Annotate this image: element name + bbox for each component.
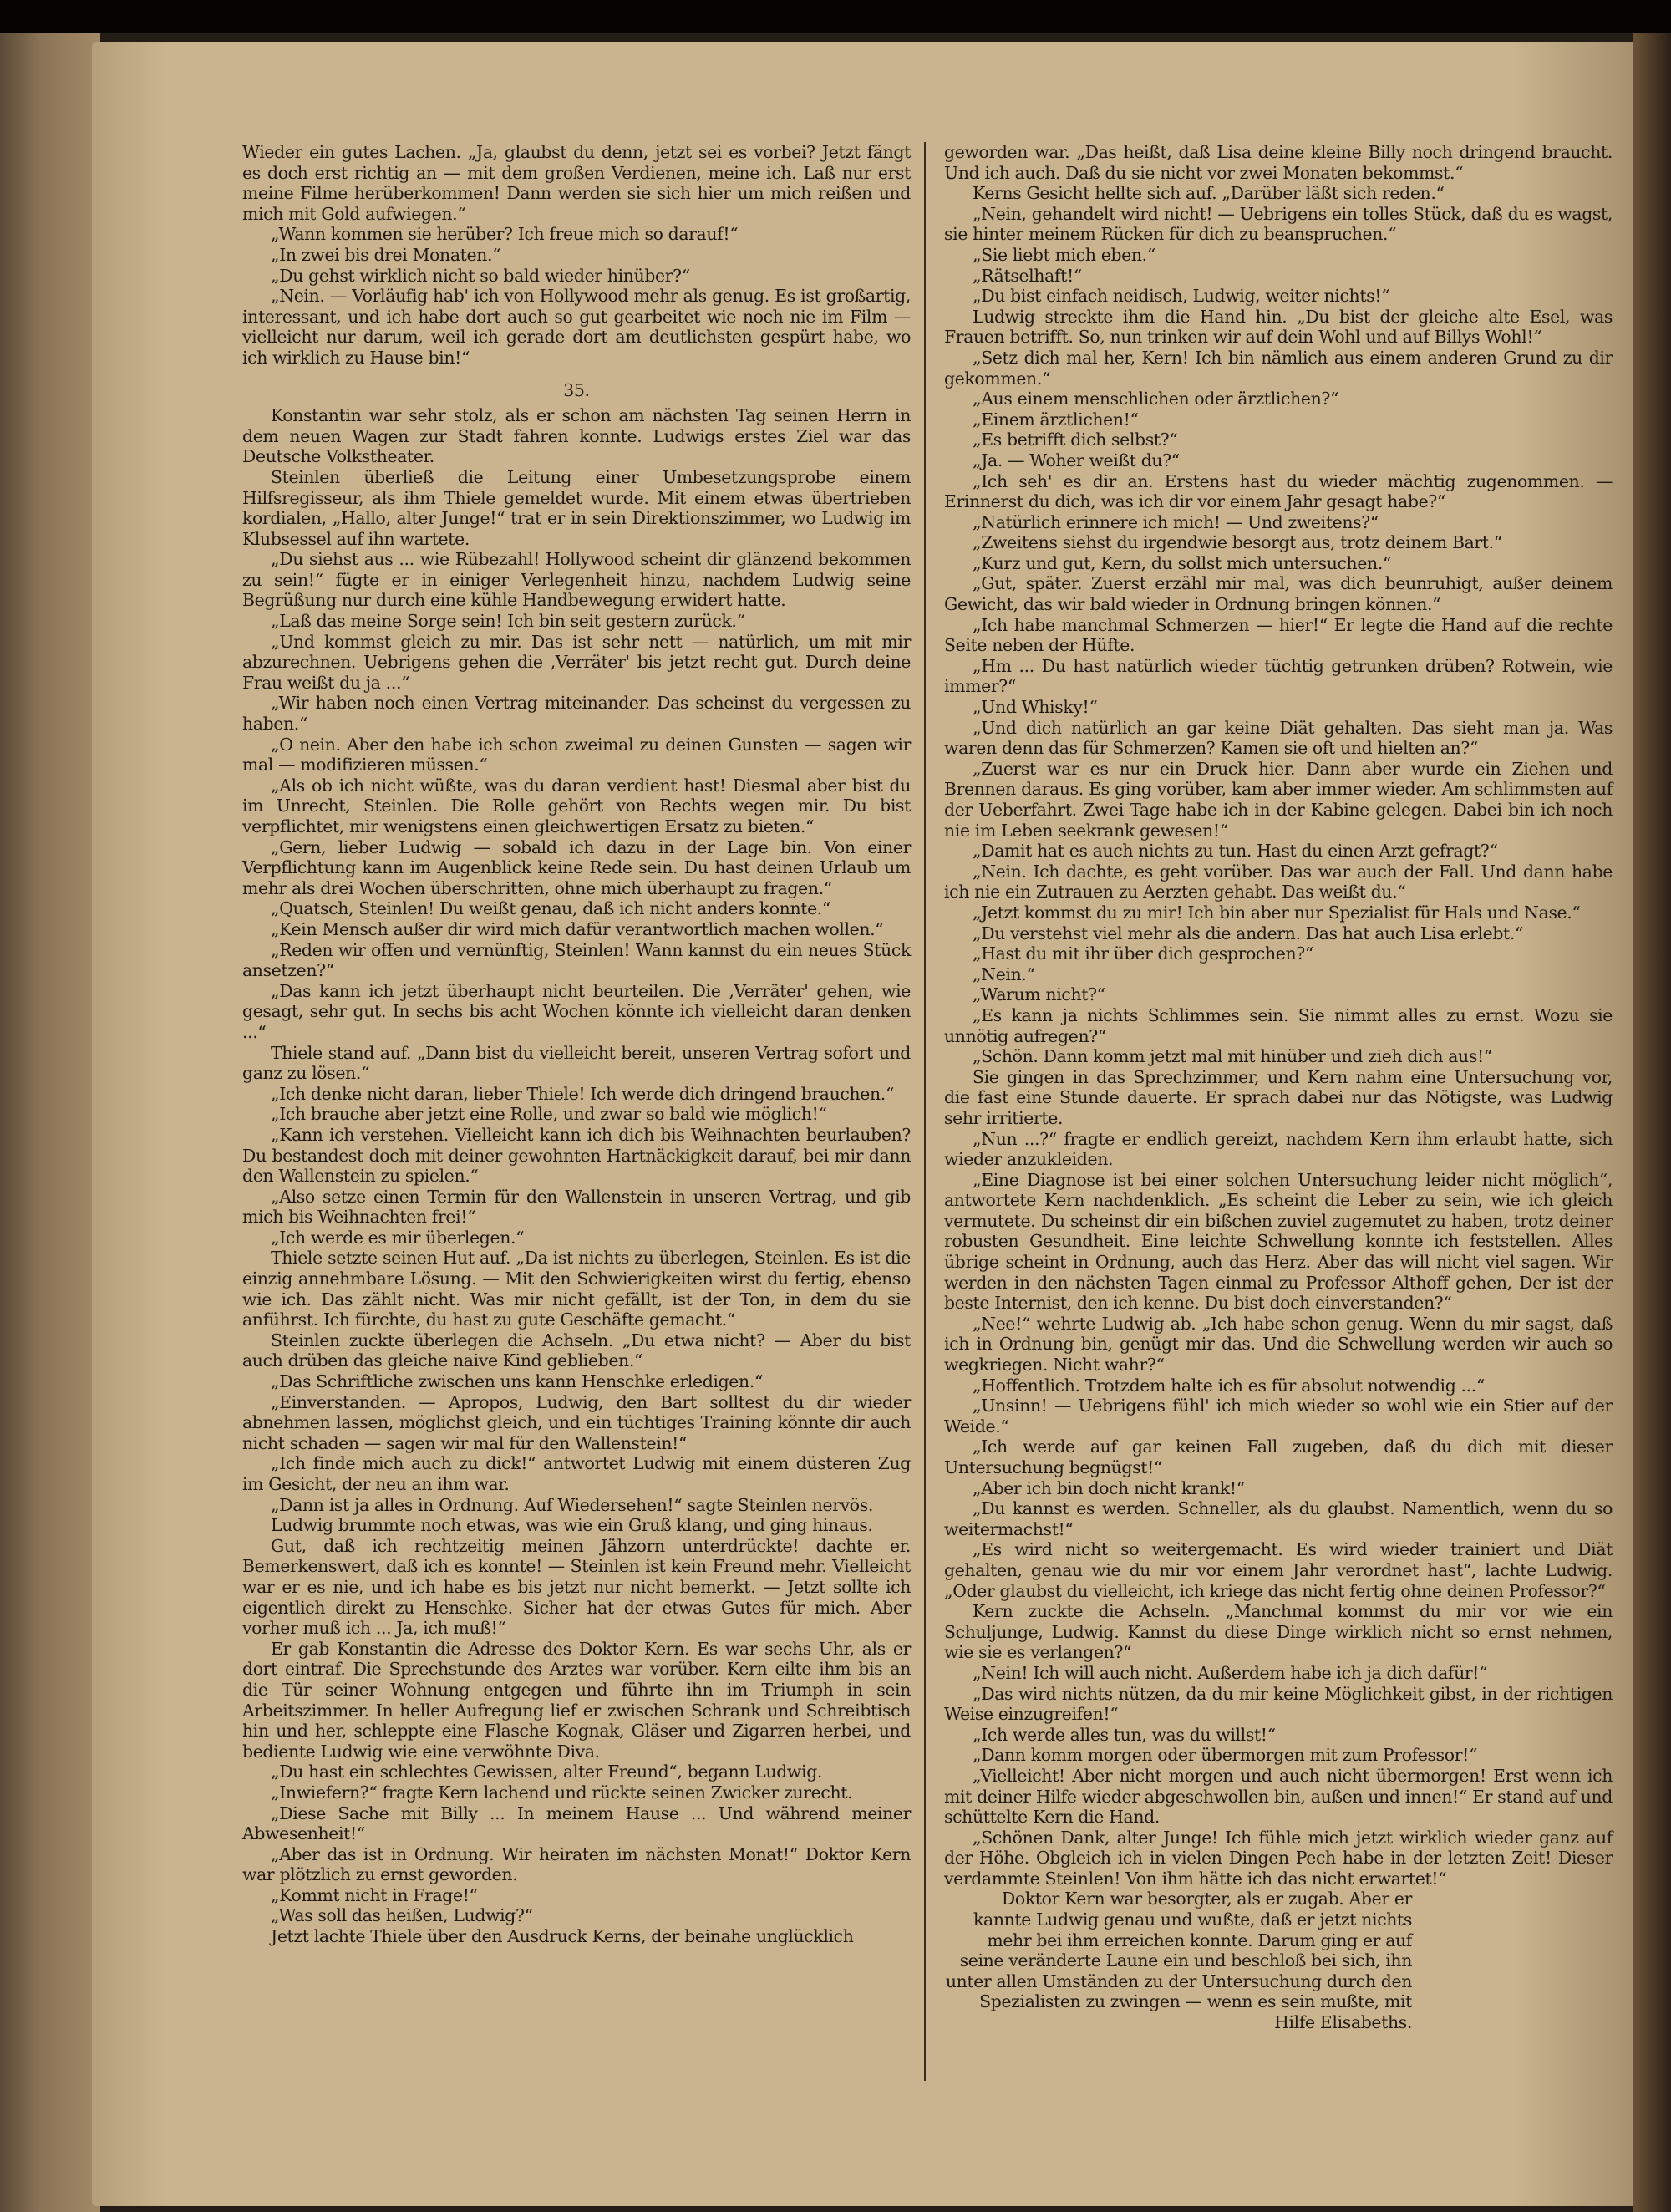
paragraph: „Das Schriftliche zwischen uns kann Henschke erledigen.“ xyxy=(271,1371,764,1392)
paragraph: „Du bist einfach neidisch, Ludwig, weiter nichts!“ xyxy=(973,286,1390,307)
column-divider xyxy=(924,142,926,2081)
paragraph: „Hast du mit ihr über dich gesprochen?“ xyxy=(973,943,1313,964)
paragraph: „Dann komm morgen oder übermorgen mit zum Professor!“ xyxy=(973,1745,1478,1766)
paragraph: „Das wird nichts nützen, da du mir keine Möglichkeit gibst, in der richtigen Weise einzugreifen!“ xyxy=(944,1683,1613,1725)
paragraph: „Ich finde mich auch zu dick!“ antwortet Ludwig mit einem düsteren Zug im Gesicht, der neu an ihm war. xyxy=(242,1453,911,1494)
paragraph: „Als ob ich nicht wüßte, was du daran verdient hast! Diesmal aber bist du im Unrecht, Steinlen. Die Rolle gehört von Rechts wegen mir. Du bist verpflichtet, mir wenigstens einen gleichwertigen Ersatz zu bieten.“ xyxy=(242,775,911,836)
paragraph: „Aus einem menschlichen oder ärztlichen?“ xyxy=(973,389,1339,409)
chapter-number: 35. xyxy=(563,379,590,400)
paragraph: „In zwei bis drei Monaten.“ xyxy=(271,244,501,265)
paragraph: „Du kannst es werden. Schneller, als du glaubst. Namentlich, wenn du so weitermachst!“ xyxy=(944,1498,1613,1539)
paragraph: „Eine Diagnose ist bei einer solchen Untersuchung leider nicht möglich“, antwortete Kern nachdenklich. „Es scheint die Leber zu sein, wie ich gleich vermutete. Du scheinst dir ein bißchen zuviel zugemutet zu haben, trotz deiner robusten Gesundheit. Eine leichte Schwellung konnte ich feststellen. Alles übrige scheint in Ordnung, auch das Herz. Aber das will nicht viel sagen. Wir werden in den nächsten Tagen einmal zu Professor Althoff gehen, Der ist der beste Internist, den ich kenne. Du bist doch einverstanden?“ xyxy=(944,1169,1613,1314)
paragraph: „Diese Sache mit Billy ... In meinem Hause ... Und während meiner Abwesenheit!“ xyxy=(242,1803,911,1844)
paragraph: „Schön. Dann komm jetzt mal mit hinüber und zieh dich aus!“ xyxy=(973,1046,1492,1067)
paragraph: Ludwig streckte ihm die Hand hin. „Du bist der gleiche alte Esel, was Frauen betrifft. So, nun trinken wir auf dein Wohl und auf Billys Wohl!“ xyxy=(944,306,1613,348)
paragraph: „Unsinn! — Uebrigens fühl' ich mich wieder so wohl wie ein Stier auf der Weide.“ xyxy=(944,1396,1613,1437)
paragraph: „Du verstehst viel mehr als die andern. Das hat auch Lisa erlebt.“ xyxy=(973,923,1524,943)
paragraph: „Nein! Ich will auch nicht. Außerdem habe ich ja dich dafür!“ xyxy=(973,1662,1488,1683)
paragraph: Kern zuckte die Achseln. „Manchmal kommst du mir vor wie ein Schuljunge, Ludwig. Kannst du diese Dinge wirklich nicht so ernst nehmen, wie sie es verlangen?“ xyxy=(944,1601,1613,1663)
paragraph: „Ja. — Woher weißt du?“ xyxy=(973,450,1180,470)
paragraph: „Quatsch, Steinlen! Du weißt genau, daß ich nicht anders konnte.“ xyxy=(271,898,830,919)
paragraph: „Ich werde auf gar keinen Fall zugeben, daß du dich mit dieser Untersuchung begnügst!“ xyxy=(944,1437,1613,1477)
paragraph: „Wir haben noch einen Vertrag miteinander. Das scheinst du vergessen zu haben.“ xyxy=(242,693,911,735)
paragraph: „Was soll das heißen, Ludwig?“ xyxy=(271,1905,533,1926)
paragraph: „Einverstanden. — Apropos, Ludwig, den Bart solltest du dir wieder abnehmen lassen, möglichst gleich, und ein tüchtiges Training könnte dir auch nicht schaden — sagen wir mal für den Wallenstein!“ xyxy=(242,1391,911,1453)
paragraph: „Dann ist ja alles in Ordnung. Auf Wiedersehen!“ sagte Steinlen nervös. xyxy=(271,1494,873,1515)
paragraph: Sie gingen in das Sprechzimmer, und Kern nahm eine Untersuchung vor, die fast eine Stunde dauerte. Er sprach dabei nur das Nötigste, was Ludwig sehr irritierte. xyxy=(944,1066,1613,1128)
text-column-left xyxy=(242,142,911,1947)
paragraph: „Du hast ein schlechtes Gewissen, alter Freund“, begann Ludwig. xyxy=(271,1762,823,1782)
paragraph: „Wann kommen sie herüber? Ich freue mich so darauf!“ xyxy=(271,224,739,245)
paragraph: „Kommt nicht in Frage!“ xyxy=(271,1884,478,1905)
paragraph: „Setz dich mal her, Kern! Ich bin nämlich aus einem anderen Grund zu dir gekommen.“ xyxy=(944,347,1613,389)
paragraph: Er gab Konstantin die Adresse des Doktor Kern. Es war sechs Uhr, als er dort eintraf. Die Sprechstunde des Arztes war vorüber. Kern eilte ihm bis an die Tür seiner Wohnung entgegen und führte ihn im Triumph in sein Arbeitszimmer. In heller Aufregung lief er zwischen Schrank und Schreibtisch hin und her, schleppte eine Flasche Kognak, Gläser und Zigarren herbei, und bediente Ludwig wie eine verwöhnte Diva. xyxy=(242,1638,911,1762)
paragraph: Gut, daß ich rechtzeitig meinen Jähzorn unterdrückte! dachte er. Bemerkenswert, daß ich es konnte! — Steinlen ist kein Freund mehr. Vielleicht war er es nie, und ich habe es bis jetzt nur nicht bemerkt. — Jetzt sollte ich eigentlich direkt zu Henschke. Sicher hat der etwas Gutes für mich. Aber vorher muß ich ... Ja, ich muß!“ xyxy=(242,1535,911,1639)
paragraph: „Und dich natürlich an gar keine Diät gehalten. Das sieht man ja. Was waren denn das für Schmerzen? Kamen sie oft und hielten an?“ xyxy=(944,717,1613,759)
page-edge-right xyxy=(1633,33,1671,2212)
paragraph: „Sie liebt mich eben.“ xyxy=(973,244,1155,265)
paragraph: „Ich werde alles tun, was du willst!“ xyxy=(973,1724,1276,1745)
paragraph: Kerns Gesicht hellte sich auf. „Darüber läßt sich reden.“ xyxy=(973,183,1445,204)
paragraph: „Ich denke nicht daran, lieber Thiele! Ich werde dich dringend brauchen.“ xyxy=(271,1083,894,1104)
paragraph: „Nein. Ich dachte, es geht vorüber. Das war auch der Fall. Und dann habe ich nie ein Zutrauen zu Aerzten gehabt. Das weißt du.“ xyxy=(944,861,1613,903)
paragraph: „Natürlich erinnere ich mich! — Und zweitens?“ xyxy=(973,511,1379,532)
paragraph: „Gern, lieber Ludwig — sobald ich dazu in der Lage bin. Von einer Verpflichtung kann im Augenblick keine Rede sein. Du hast deinen Urlaub um mehr als drei Wochen überschritten, ohne mich überhaupt zu fragen.“ xyxy=(242,836,911,898)
paragraph: „Nein, gehandelt wird nicht! — Uebrigens ein tolles Stück, daß du es wagst, sie hinter meinem Rücken für dich zu beanspruchen.“ xyxy=(944,203,1613,245)
paragraph: „Ich werde es mir überlegen.“ xyxy=(271,1227,525,1248)
paragraph: „Und Whisky!“ xyxy=(973,697,1098,718)
paragraph: Konstantin war sehr stolz, als er schon am nächsten Tag seinen Herrn in dem neuen Wagen zur Stadt fahren konnte. Ludwigs erstes Ziel war das Deutsche Volkstheater. xyxy=(242,405,911,467)
paragraph: „Inwiefern?“ fragte Kern lachend und rückte seinen Zwicker zurecht. xyxy=(271,1782,853,1803)
paragraph: „Es kann ja nichts Schlimmes sein. Sie nimmt alles zu ernst. Wozu sie unnötig aufregen?“ xyxy=(944,1004,1613,1046)
paragraph: „Das kann ich jetzt überhaupt nicht beurteilen. Die ‚Verräter' gehen, wie gesagt, sehr gut. In sechs bis acht Wochen könnte ich vielleicht daran denken ...“ xyxy=(242,980,911,1042)
paragraph: „Also setze einen Termin für den Wallenstein in unseren Vertrag, und gib mich bis Weihnachten frei!“ xyxy=(242,1186,911,1228)
book-binding xyxy=(0,33,100,2212)
paragraph: Thiele setzte seinen Hut auf. „Da ist nichts zu überlegen, Steinlen. Es ist die einzig annehmbare Lösung. — Mit den Schwierigkeiten wirst du fertig, ebenso wie ich. Das zählt nicht. Was mir nicht gefällt, ist der Ton, in dem du sie anführst. Ich fürchte, du hast zu gute Geschäfte gemacht.“ xyxy=(242,1248,911,1330)
paragraph: Steinlen überließ die Leitung einer Umbesetzungsprobe einem Hilfsregisseur, als ihm Thiele gemeldet wurde. Mit einem etwas übertrieben kordialen, „Hallo, alter Junge!“ trat er in sein Direktionszimmer, wo Ludwig im Klubsessel auf ihn wartete. xyxy=(242,466,911,549)
paragraph: „Kann ich verstehen. Vielleicht kann ich dich bis Weihnachten beurlauben? Du bestandest doch mit deiner gewohnten Hartnäckigkeit darauf, bei mir dann den Wallenstein zu spielen.“ xyxy=(242,1124,911,1187)
paragraph: „Nein. — Vorläufig hab' ich von Hollywood mehr als genug. Es ist großartig, interessant, und ich habe dort auch so gut gearbeitet wie noch nie im Film — vielleicht nur darum, weil ich gerade dort am deutlichsten gespürt habe, wo ich wirklich zu Hause bin!“ xyxy=(242,286,911,368)
paragraph: „Du siehst aus ... wie Rübezahl! Hollywood scheint dir glänzend bekommen zu sein!“ fügte er in einiger Verlegenheit hinzu, nachdem Ludwig seine Begrüßung nur durch eine kühle Handbewegung erwidert hatte. xyxy=(242,549,911,611)
paragraph: „Kein Mensch außer dir wird mich dafür verantwortlich machen wollen.“ xyxy=(271,918,884,939)
paragraph: „Gut, später. Zuerst erzähl mir mal, was dich beunruhigt, außer deinem Gewicht, das wir bald wieder in Ordnung bringen können.“ xyxy=(944,573,1613,615)
paragraph: Thiele stand auf. „Dann bist du vielleicht bereit, unseren Vertrag sofort und ganz zu lösen.“ xyxy=(242,1042,911,1084)
paragraph: „Nein.“ xyxy=(973,964,1035,984)
paragraph: „Zuerst war es nur ein Druck hier. Dann aber wurde ein Ziehen und Brennen daraus. Es ging vorüber, kam aber immer wieder. Am schlimmsten auf der Ueberfahrt. Zwei Tage habe ich in der Kabine gelegen. Dabei bin ich noch nie im Leben seekrank gewesen!“ xyxy=(944,758,1613,841)
continuation-note: Doktor Kern war besorgter, als er zugab. Aber er kannte Ludwig genau und wußte, daß er jetzt nichts mehr bei ihm erreichen konnte. Darum ging er auf seine veränderte Laune ein und beschloß bei sich, ihn unter allen Umständen zu der Untersuchung durch den Spezialisten zu zwingen — wenn es sein mußte, mit Hilfe Elisabeths. xyxy=(945,1889,1412,2033)
paragraph: „Ich habe manchmal Schmerzen — hier!“ Er legte die Hand auf die rechte Seite neben der Hüfte. xyxy=(944,614,1613,656)
paragraph: „Es wird nicht so weitergemacht. Es wird wieder trainiert und Diät gehalten, genau wie du mir vor einem Jahr verordnet hast“, lachte Ludwig. „Oder glaubst du vielleicht, ich kriege das nicht fertig ohne deinen Professor?“ xyxy=(944,1539,1613,1601)
paragraph: „Aber ich bin doch nicht krank!“ xyxy=(973,1477,1245,1498)
paragraph: „Du gehst wirklich nicht so bald wieder hinüber?“ xyxy=(271,265,690,286)
paragraph: „Hoffentlich. Trotzdem halte ich es für absolut notwendig ...“ xyxy=(973,1375,1486,1396)
paragraph: „Zweitens siehst du irgendwie besorgt aus, trotz deinem Bart.“ xyxy=(973,532,1502,553)
paragraph: Steinlen zuckte überlegen die Achseln. „Du etwa nicht? — Aber du bist auch drüben das gleiche naive Kind geblieben.“ xyxy=(242,1330,911,1371)
paragraph: „Nee!“ wehrte Ludwig ab. „Ich habe schon genug. Wenn du mir sagst, daß ich in Ordnung bin, genügt mir das. Und die Schwellung werden wir auch so wegkriegen. Nicht wahr?“ xyxy=(944,1313,1613,1376)
text-column-right xyxy=(944,142,1613,2033)
paragraph: „Damit hat es auch nichts zu tun. Hast du einen Arzt gefragt?“ xyxy=(973,841,1498,862)
paragraph: „Aber das ist in Ordnung. Wir heiraten im nächsten Monat!“ Doktor Kern war plötzlich zu ernst geworden. xyxy=(242,1843,911,1885)
paragraph: „Vielleicht! Aber nicht morgen und auch nicht übermorgen! Erst wenn ich mit deiner Hilfe wieder abgeschwollen bin, außen und innen!“ Er stand auf und schüttelte Kern die Hand. xyxy=(944,1765,1613,1828)
paragraph: „Jetzt kommst du zu mir! Ich bin aber nur Spezialist für Hals und Nase.“ xyxy=(973,902,1581,923)
paragraph: „Ich brauche aber jetzt eine Rolle, und zwar so bald wie möglich!“ xyxy=(271,1104,827,1125)
paragraph: Ludwig brummte noch etwas, was wie ein Gruß klang, und ging hinaus. xyxy=(271,1515,873,1536)
paragraph: „Warum nicht?“ xyxy=(973,984,1105,1005)
paragraph: „O nein. Aber den habe ich schon zweimal zu deinen Gunsten — sagen wir mal — modifizieren müssen.“ xyxy=(242,734,911,775)
paragraph: Jetzt lachte Thiele über den Ausdruck Kerns, der beinahe unglücklich xyxy=(271,1926,854,1947)
paragraph: „Einem ärztlichen!“ xyxy=(973,409,1139,430)
paragraph: „Reden wir offen und vernünftig, Steinlen! Wann kannst du ein neues Stück ansetzen?“ xyxy=(242,939,911,981)
paragraph: Wieder ein gutes Lachen. „Ja, glaubst du denn, jetzt sei es vorbei? Jetzt fängt es doch erst richtig an — mit dem großen Verdienen, meine ich. Laß nur erst meine Filme herüberkommen! Dann werden sie sich hier um mich reißen und mich mit Gold aufwiegen.“ xyxy=(242,142,911,224)
paragraph: „Nun ...?“ fragte er endlich gereizt, nachdem Kern ihm erlaubt hatte, sich wieder anzukleiden. xyxy=(944,1128,1613,1170)
paragraph: „Es betrifft dich selbst?“ xyxy=(973,430,1178,450)
paragraph: „Ich seh' es dir an. Erstens hast du wieder mächtig zugenommen. — Erinnerst du dich, was ich dir vor einem Jahr gesagt habe?“ xyxy=(944,470,1613,512)
paragraph: „Und kommst gleich zu mir. Das ist sehr nett — natürlich, um mit mir abzurechnen. Uebrigens gehen die ‚Verräter' bis jetzt recht gut. Durch deine Frau weißt du ja ...“ xyxy=(242,631,911,693)
paragraph: geworden war. „Das heißt, daß Lisa deine kleine Billy noch dringend braucht. Und ich auch. Daß du sie nicht vor zwei Monaten bekommst.“ xyxy=(944,142,1613,183)
paragraph: „Schönen Dank, alter Junge! Ich fühle mich jetzt wirklich wieder ganz auf der Höhe. Obgleich ich in vielen Dingen Pech habe in der letzten Zeit! Dieser verdammte Steinlen! Von ihm hätte ich das nicht erwartet!“ xyxy=(944,1827,1613,1889)
paragraph: „Rätselhaft!“ xyxy=(973,265,1082,286)
paragraph: „Hm ... Du hast natürlich wieder tüchtig getrunken drüben? Rotwein, wie immer?“ xyxy=(944,655,1613,697)
paragraph: „Kurz und gut, Kern, du sollst mich untersuchen.“ xyxy=(973,552,1392,573)
scanner-border-top xyxy=(0,0,1671,33)
paragraph: „Laß das meine Sorge sein! Ich bin seit gestern zurück.“ xyxy=(271,611,745,632)
